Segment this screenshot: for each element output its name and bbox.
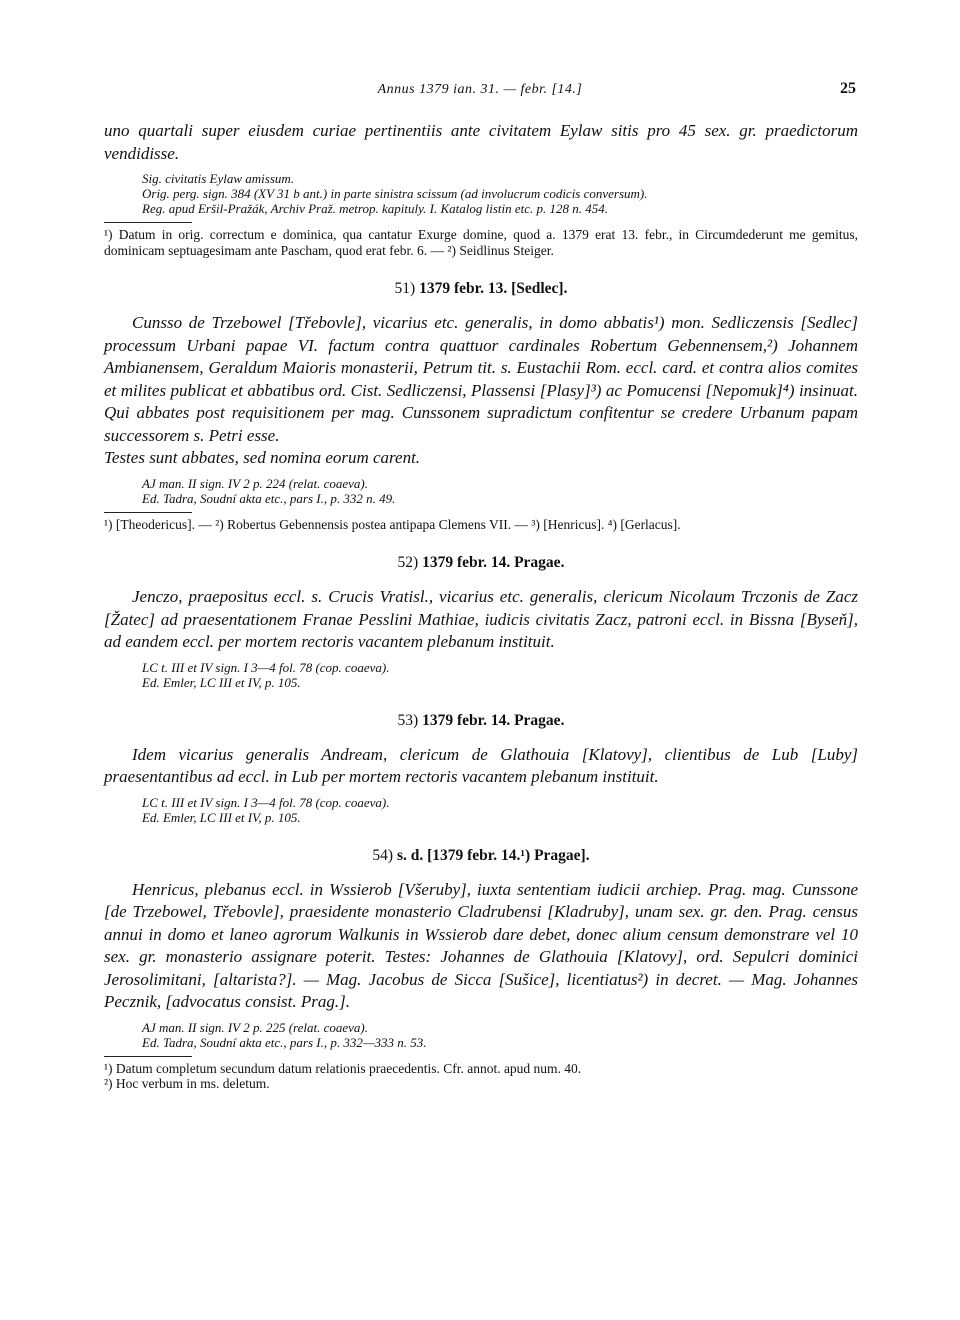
entry-heading <box>104 712 858 730</box>
page-number: 25 <box>840 80 856 97</box>
entry-heading <box>104 280 858 298</box>
running-head: Annus 1379 ian. 31. — febr. [14.] <box>377 82 583 97</box>
entry-source: AJ man. II sign. IV 2 p. 225 (relat. coaeva). <box>142 1019 369 1035</box>
entry-footnote: ²) Hoc verbum in ms. deletum. <box>104 1076 270 1091</box>
entry-50-source: Sig. civitatis Eylaw amissum. <box>142 171 295 186</box>
entry-source: Ed. Tadra, Soudní akta etc., pars I., p. 332 n. 49. <box>142 490 396 506</box>
entry-date: 1379 febr. 14. Pragae. <box>422 554 565 571</box>
entry-footnote: ¹) [Theodericus]. — ²) Robertus Gebennensis postea antipapa Clemens VII. — ³) [Henricus]. ⁴) [Gerlacus]. <box>104 516 681 532</box>
entry-text: Cunsso de Trzebowel [Třebovle], vicarius etc. generalis, in domo abbatis¹) mon. Sedliczensis [Sedlec] processum Urbani papae VI. factum contra quattuor cardinales Robertum Gebennensem,²) Johannem Ambianensem, Geraldum Maioris monasterii, Petrum tit. s. Eustachii Rom. eccl. card. et contra alios comites et milites publicat et abbatibus ord. Cist. Sedliczensi, Plassensi [Plasy]³) ac Pomucensi [Nepomuk]⁴) insinuat. Qui abbates post requisitionem per mag. Cunssonem supradictum confitentur se credere Urbanum papam successorem s. Petri esse. <box>104 313 858 445</box>
entry-number: 53) <box>397 711 419 729</box>
entry-footnote: ¹) Datum completum secundum datum relationis praecedentis. Cfr. annot. apud num. 40. <box>104 1060 582 1076</box>
entry-date: 1379 febr. 13. [Sedlec]. <box>419 280 568 297</box>
entry-text: Idem vicarius generalis Andream, clericum de Glathouia [Klatovy], clientibus de Lub [Luby] praesentantibus ad eccl. in Lub per mortem rectoris vacantem plebanum instituit. <box>104 744 858 786</box>
entry-number: 51) <box>394 280 416 297</box>
entry-50-source: Orig. perg. sign. 384 (XV 31 b ant.) in parte sinistra scissum (ad involucrum codicis conversum). <box>142 186 648 201</box>
entry-date: s. d. [1379 febr. 14.¹) Pragae]. <box>396 846 590 864</box>
entry-50-text: uno quartali super eiusdem curiae pertinentiis ante civitatem Eylaw sitis pro 45 sex. gr. praedictorum vendidisse. <box>104 121 858 163</box>
entry-50-source: Reg. apud Eršil-Pražák, Archiv Praž. metrop. kapituly. I. Katalog listin etc. p. 128 n. 454. <box>142 201 609 216</box>
entry-date: 1379 febr. 14. Pragae. <box>422 711 565 729</box>
page-header <box>0 82 960 102</box>
entry-text: Jenczo, praepositus eccl. s. Crucis Vratisl., vicarius etc. generalis, clericum Nicolaum Trczonis de Zacz [Žatec] ad praesentationem Franae Pesslini Mathiae, iudicis civitatis Zacz, patroni eccl. in Bissna [Byseň], ad eandem eccl. per mortem rectoris vacantem plebanum instituit. <box>104 587 858 651</box>
entry-number: 52) <box>397 554 419 571</box>
entry-source: LC t. III et IV sign. I 3—4 fol. 78 (cop. coaeva). <box>142 794 390 810</box>
entry-heading <box>104 554 858 572</box>
entry-source: Ed. Tadra, Soudní akta etc., pars I., p. 332—333 n. 53. <box>142 1034 427 1050</box>
footnote-rule <box>104 1056 192 1057</box>
footnote-rule <box>104 222 192 223</box>
entry-source: Ed. Emler, LC III et IV, p. 105. <box>142 809 301 825</box>
entry-50-footnote: ¹) Datum in orig. correctum e dominica, qua cantatur Exurge domine, quod a. 1379 erat 13. febr., in Circumdederunt me gemitus, dominicam septuagesimam ante Pascham, quod erat febr. 6. — ²) Seidlinus Steiger. <box>104 227 858 258</box>
entry-number: 54) <box>372 846 394 864</box>
entry-source: Ed. Emler, LC III et IV, p. 105. <box>142 674 301 690</box>
entry-source: LC t. III et IV sign. I 3—4 fol. 78 (cop. coaeva). <box>142 659 390 675</box>
entry-heading <box>104 847 858 865</box>
page-body <box>104 120 858 1092</box>
entry-witnesses: Testes sunt abbates, sed nomina eorum carent. <box>104 448 421 467</box>
footnote-rule <box>104 512 192 513</box>
entry-source: AJ man. II sign. IV 2 p. 224 (relat. coaeva). <box>142 475 369 491</box>
entry-text: Henricus, plebanus eccl. in Wssierob [Všeruby], iuxta sententiam iudicii archiep. Prag. mag. Cunssone [de Trzebowel, Třebovle], praesidente monasterio Cladrubensi [Kladruby], unam sex. gr. den. Prag. census annui in domo et laneo agrorum Walkunis in Wssierob dare debet, donec alium censum demonstrare vel 10 sex. gr. monasterio assignare poterit. Testes: Johannes de Glathouia [Klatovy], ord. Sepulcri dominici Jerosolimitani, [altarista?]. — Mag. Jacobus de Sicca [Sušice], licentiatus²) in decret. — Mag. Johannes Pecznik, [advocatus consist. Prag.]. <box>104 879 858 1011</box>
